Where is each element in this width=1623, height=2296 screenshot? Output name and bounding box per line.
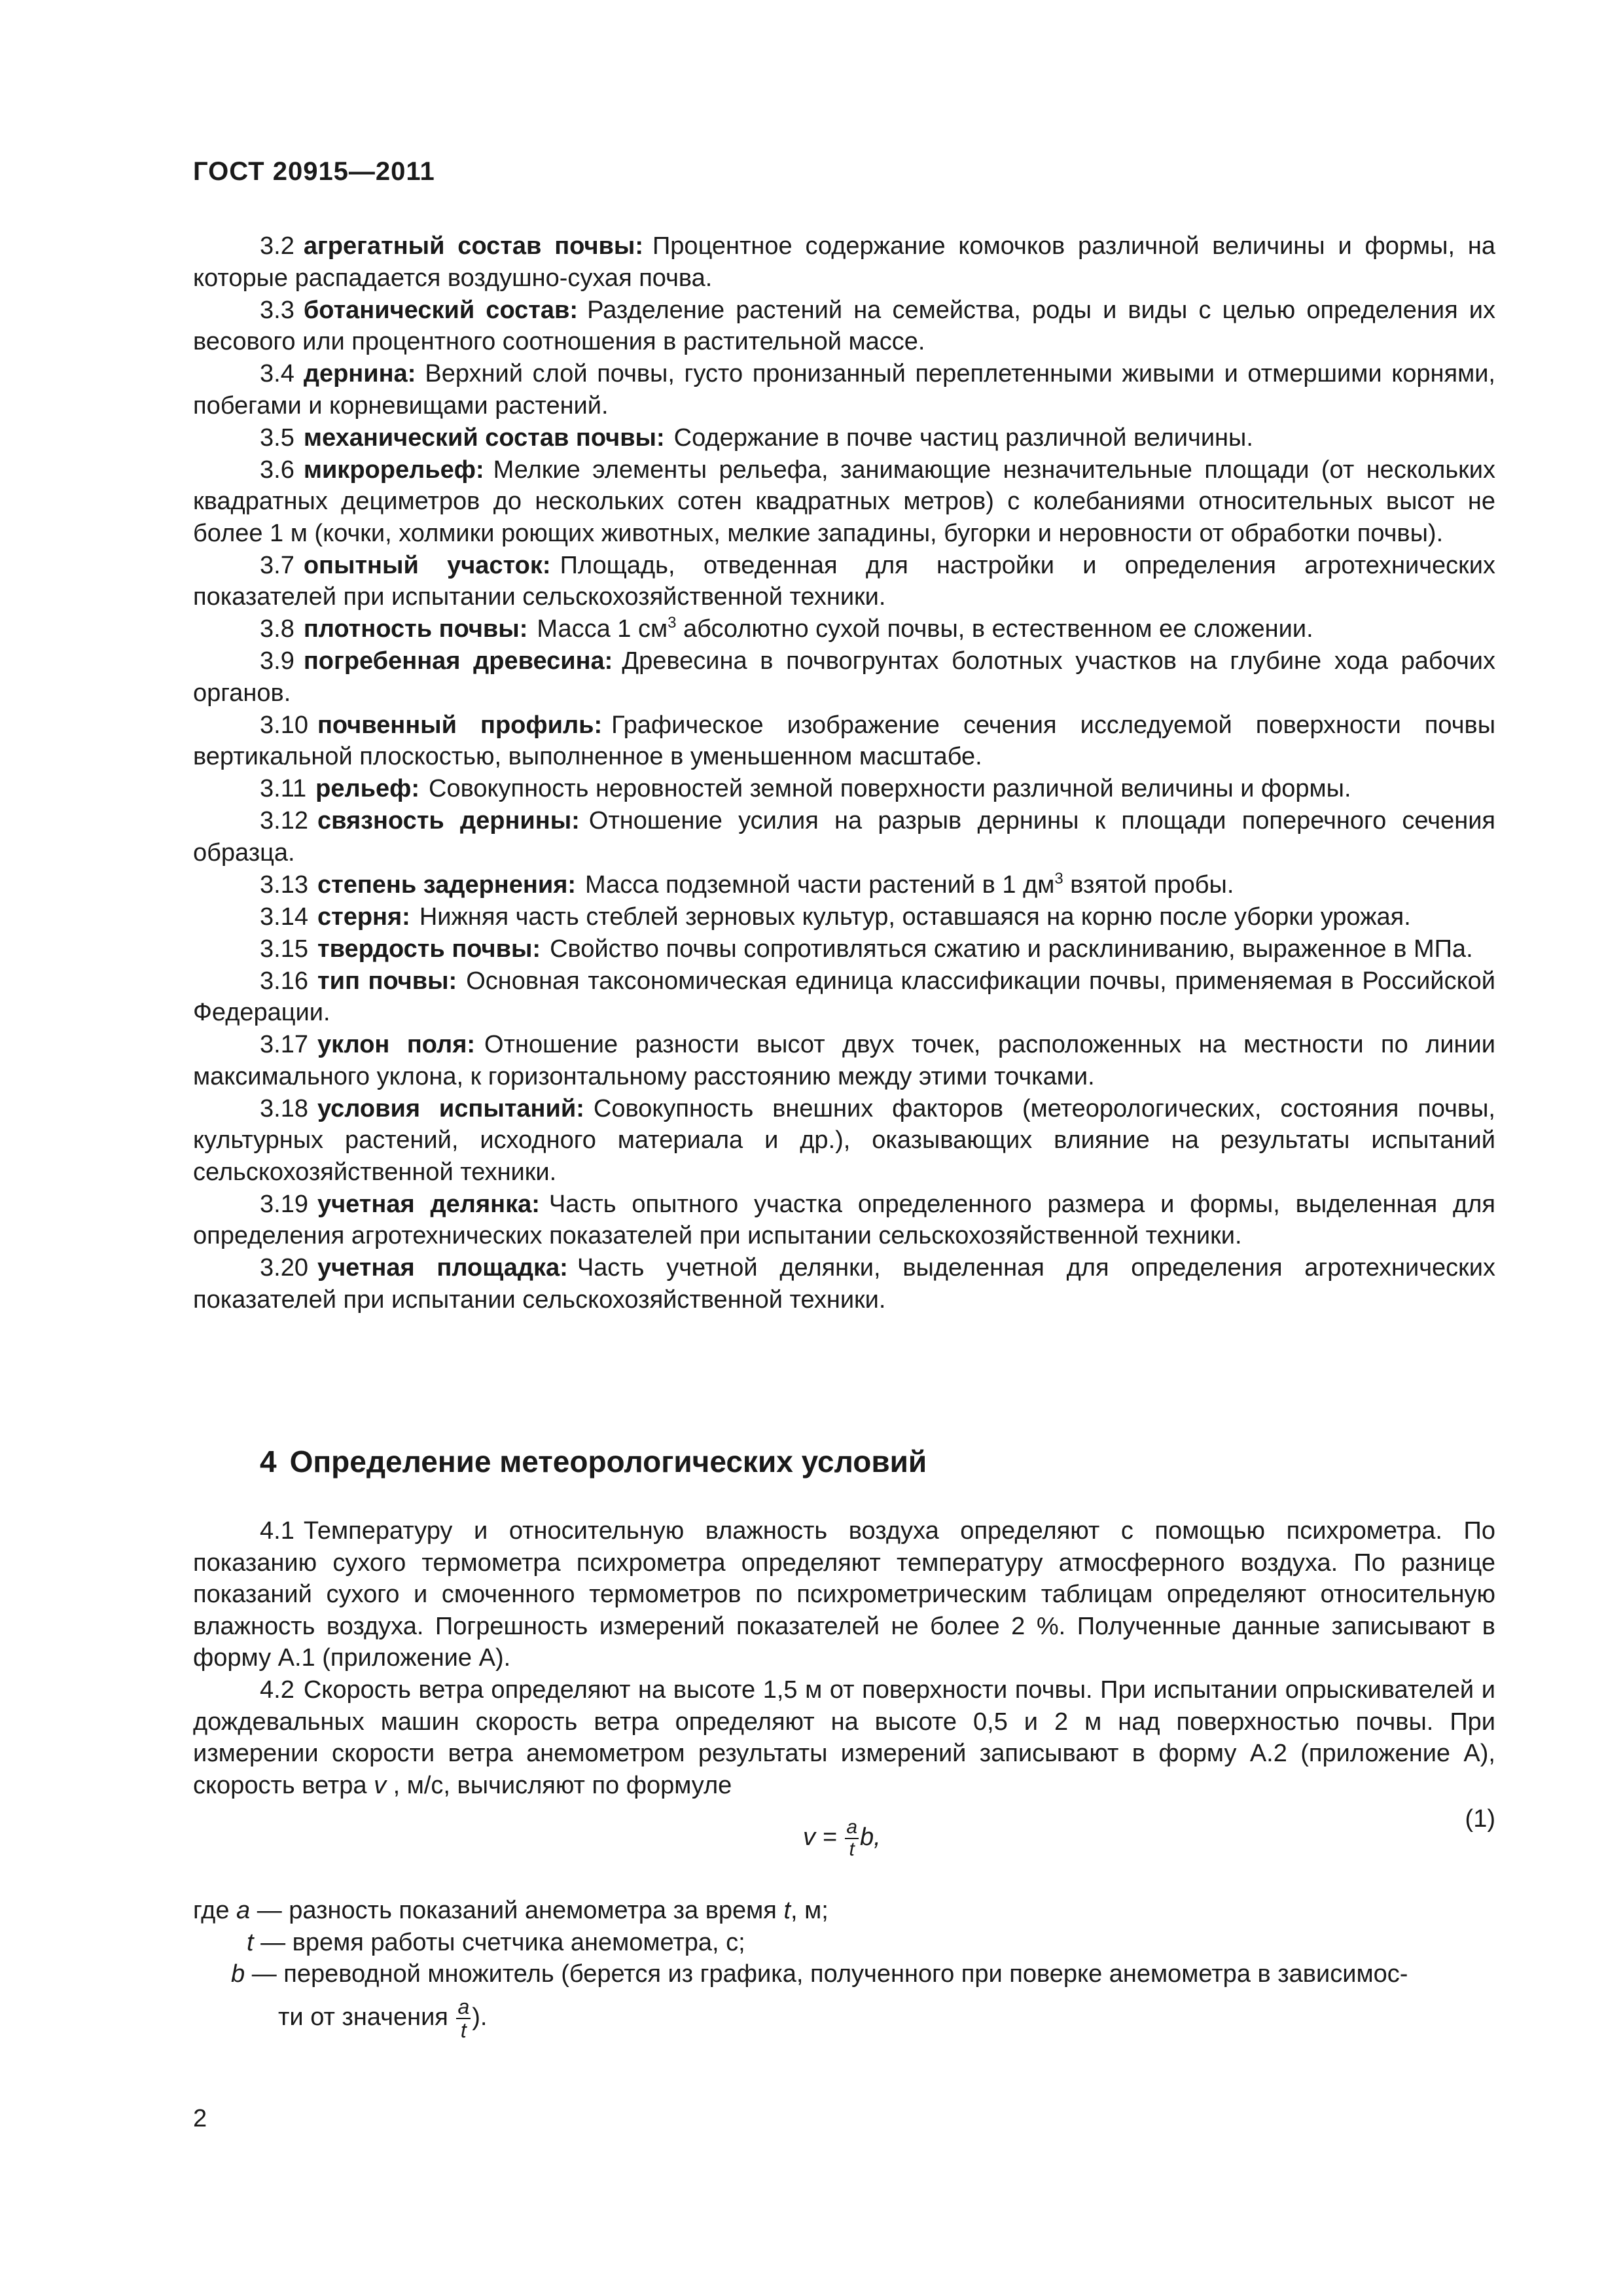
term-text: Совокупность внешних факторов (метеорологических, состояния почвы, культурных растений, исходного материала и др.), оказывающих влияние на результаты испытаний сельскохозяйственной техники. <box>193 1094 1495 1186</box>
legend-fraction: $\frac{a}{t}$ <box>457 1994 470 2042</box>
term-definition <box>193 965 1495 1029</box>
term-name: степень задернения: <box>317 870 577 899</box>
term-definition <box>193 295 1495 358</box>
paragraph-number: 4.2 <box>260 1676 294 1704</box>
term-number: 3.5 <box>260 423 294 452</box>
formula-lhs: v = <box>803 1823 837 1852</box>
term-definition <box>193 230 1495 294</box>
paragraph-4-1 <box>193 1515 1495 1674</box>
term-definition <box>193 1029 1495 1092</box>
terms-list <box>193 230 1495 1316</box>
term-text: Нижняя часть стеблей зерновых культур, оставшаяся на корню после уборки урожая. <box>419 903 1411 931</box>
page-number: 2 <box>193 2105 207 2132</box>
term-text: Процентное содержание комочков различной величины и формы, на которые распадается воздушно-сухая почва. <box>193 232 1495 292</box>
term-name: уклон поля: <box>317 1031 476 1058</box>
term-text: Древесина в почвогрунтах болотных участков на глубине хода рабочих органов. <box>193 647 1496 707</box>
legend-item-a: где a — разность показаний анемометра за время t, м; <box>193 1897 829 1924</box>
term-definition <box>193 805 1495 869</box>
term-text: Часть опытного участка определенного размера и формы, выделенная для определения агротехнических показателей при испытании сельскохозяйственной техники. <box>193 1190 1495 1249</box>
term-number: 3.17 <box>260 1031 308 1058</box>
term-number: 3.7 <box>260 551 294 579</box>
section-title-text: Определение метеорологических условий <box>289 1444 927 1479</box>
term-name: почвенный профиль: <box>317 711 603 739</box>
term-text: Верхний слой почвы, густо пронизанный переплетенными живыми и отмершими корнями, побегами и корневищами растений. <box>193 360 1495 420</box>
term-number: 3.18 <box>260 1094 308 1122</box>
term-text: Площадь, отведенная для настройки и определения агротехнических показателей при испытании сельскохозяйственной техники. <box>193 551 1495 611</box>
term-number: 3.2 <box>260 232 294 260</box>
fraction-numerator: a <box>846 1816 857 1838</box>
term-name: микрорельеф: <box>303 456 484 484</box>
term-number: 3.14 <box>260 903 308 931</box>
term-text: Графическое изображение сечения исследуемой поверхности почвы вертикальной плоскостью, выполненное в уменьшенном масштабе. <box>193 711 1496 770</box>
term-number: 3.8 <box>260 615 294 643</box>
term-name: стерня: <box>317 903 410 931</box>
term-text: Отношение разности высот двух точек, расположенных на местности по линии максимального уклона, к горизонтальному расстоянию между этими точками. <box>193 1031 1495 1090</box>
term-name: ботанический состав: <box>303 296 579 324</box>
term-name: механический состав почвы: <box>303 423 665 452</box>
term-name: условия испытаний: <box>317 1094 584 1122</box>
term-name: учетная площадка: <box>317 1254 568 1282</box>
section-number: 4 <box>260 1444 277 1479</box>
term-number: 3.3 <box>260 296 294 324</box>
equation-number: (1) <box>1465 1805 1495 1833</box>
fraction-denominator: t <box>849 1839 855 1860</box>
paragraph-text: Температуру и относительную влажность воздуха определяют с помощью психрометра. По показанию сухого термометра психрометра определяют температуру атмосферного воздуха. По разнице показаний сухого и смоченного термометров по психрометрическим таблицам определяют относительную влажность воздуха. Погрешность измерений показателей не более 2 %. Полученные данные записывают в форму А.1 (приложение А). <box>193 1517 1495 1672</box>
term-number: 3.9 <box>260 647 294 675</box>
term-number: 3.11 <box>260 775 307 802</box>
term-name: связность дернины: <box>317 807 580 834</box>
superscript: 3 <box>668 614 677 632</box>
term-name: опытный участок: <box>303 551 551 579</box>
term-number: 3.10 <box>260 711 308 739</box>
formula-rhs: b, <box>860 1823 881 1852</box>
term-text: Совокупность неровностей земной поверхности различной величины и формы. <box>429 775 1351 802</box>
term-definition <box>193 613 1495 645</box>
term-number: 3.4 <box>260 360 294 387</box>
term-definition <box>193 1093 1495 1189</box>
superscript: 3 <box>1054 869 1063 888</box>
paragraph-4-2 <box>193 1674 1495 1801</box>
term-definition <box>193 454 1495 550</box>
term-name: учетная делянка: <box>317 1190 540 1218</box>
term-name: погребенная древесина: <box>303 647 613 675</box>
term-definition <box>193 1252 1495 1316</box>
term-definition <box>193 422 1495 454</box>
term-name: рельеф: <box>315 775 420 802</box>
paragraph-text-end: , м/с, вычисляют по формуле <box>386 1771 732 1799</box>
term-text: Основная таксономическая единица классификации почвы, применяемая в Российской Федерации. <box>193 967 1495 1026</box>
term-text: Часть учетной делянки, выделенная для определения агротехнических показателей при испытании сельскохозяйственной техники. <box>193 1254 1495 1314</box>
term-text: Отношение усилия на разрыв дернины к площади поперечного сечения образца. <box>193 807 1495 867</box>
section-heading <box>260 1444 927 1479</box>
term-definition <box>193 550 1495 613</box>
legend-item-b: b — переводной множитель (берется из графика, полученного при поверке анемометра в зависимос- <box>231 1960 1408 1988</box>
term-number: 3.12 <box>260 807 308 834</box>
term-number: 3.6 <box>260 456 294 484</box>
term-definition <box>193 933 1495 965</box>
variable-v: v <box>374 1771 387 1799</box>
term-number: 3.13 <box>260 870 308 899</box>
document-code: ГОСТ 20915—2011 <box>193 157 435 186</box>
term-name: агрегатный состав почвы: <box>303 232 643 260</box>
term-text: Свойство почвы сопротивляться сжатию и расклиниванию, выраженное в МПа. <box>550 935 1473 963</box>
term-text: абсолютно сухой почвы, в естественном ее сложении. <box>676 615 1313 643</box>
formula-expression <box>803 1817 881 1860</box>
term-name: твердость почвы: <box>317 935 541 963</box>
formula-fraction <box>845 1817 859 1860</box>
term-definition <box>193 645 1495 709</box>
term-text: Масса 1 см <box>537 615 668 643</box>
section-body <box>193 1515 1495 1802</box>
paragraph-text: Скорость ветра определяют на высоте 1,5 м от поверхности почвы. При испытании опрыскивателей и дождевальных машин скорость ветра определяют на высоте 0,5 и 2 м над поверхностью почвы. При измерении скорости ветра анемометром результаты измерений записывают в форму А.2 (приложение А), скорость ветра <box>193 1676 1495 1799</box>
term-text: Мелкие элементы рельефа, занимающие незначительные площади (от нескольких квадратных дециметров до нескольких сотен квадратных метров) с колебаниями относительных высот не более 1 м (кочки, холмики роющих животных, мелкие западины, бугорки и неровности от обработки почвы). <box>193 456 1495 547</box>
term-definition <box>193 901 1495 933</box>
formula-legend <box>193 1895 1495 2041</box>
term-number: 3.15 <box>260 935 308 963</box>
term-number: 3.16 <box>260 967 308 995</box>
term-definition <box>193 869 1495 901</box>
formula-1 <box>193 1805 1495 1877</box>
term-definition <box>193 709 1495 773</box>
legend-item-t: t — время работы счетчика анемометра, с; <box>247 1928 745 1956</box>
term-name: плотность почвы: <box>303 615 528 643</box>
term-definition <box>193 1189 1495 1252</box>
term-text: Разделение растений на семейства, роды и виды с целью определения их весового или процентного соотношения в растительной массе. <box>193 296 1496 355</box>
term-text: Масса подземной части растений в 1 дм <box>585 870 1055 899</box>
term-text: Содержание в почве частиц различной величины. <box>673 423 1253 452</box>
term-text: взятой пробы. <box>1063 870 1234 899</box>
legend-item-b-continued: ти от значения $\frac{a}{t}$ ). <box>278 1994 488 2042</box>
term-number: 3.19 <box>260 1190 308 1218</box>
term-definition <box>193 358 1495 422</box>
paragraph-number: 4.1 <box>260 1517 294 1545</box>
term-name: дернина: <box>303 360 416 387</box>
term-name: тип почвы: <box>317 967 457 995</box>
term-definition <box>193 773 1495 805</box>
term-number: 3.20 <box>260 1254 308 1282</box>
